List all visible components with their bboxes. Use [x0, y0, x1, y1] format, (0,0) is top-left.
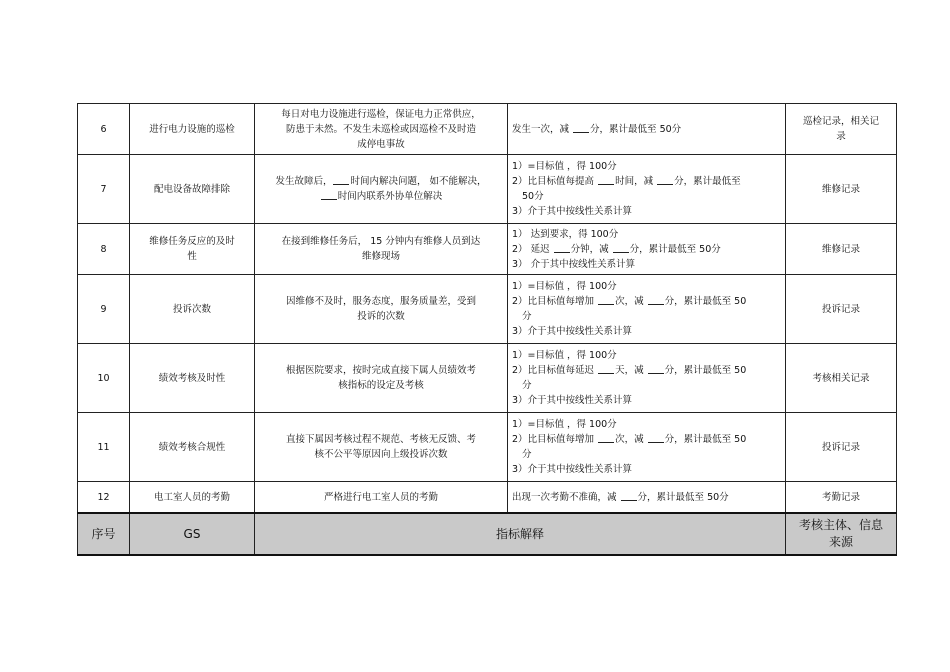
table-row — [78, 104, 897, 155]
header-gs: GS — [130, 513, 255, 555]
blank-field — [648, 294, 664, 305]
table-row — [78, 482, 897, 514]
blank-field — [598, 432, 614, 443]
row-index: 12 — [78, 482, 130, 514]
desc-cell: 每日对电力设施进行巡检，保证电力正常供应， 防患于未然。不发生未巡检或因巡检不及时造 成停电事故 — [255, 104, 508, 155]
gs-cell: 进行电力设施的巡检 — [130, 104, 255, 155]
blank-field — [573, 122, 589, 133]
row-index: 9 — [78, 275, 130, 344]
table-header-row — [78, 513, 897, 555]
table-row — [78, 275, 897, 344]
row-index: 7 — [78, 155, 130, 224]
source-cell: 维修记录 — [786, 224, 897, 275]
header-index: 序号 — [78, 513, 130, 555]
blank-field — [657, 174, 673, 185]
row-index: 10 — [78, 344, 130, 413]
table-row — [78, 413, 897, 482]
blank-field — [333, 174, 349, 185]
blank-field — [598, 174, 614, 185]
blank-field — [598, 363, 614, 374]
blank-field — [613, 242, 629, 253]
gs-cell: 绩效考核合规性 — [130, 413, 255, 482]
source-cell: 巡检记录，相关记 录 — [786, 104, 897, 155]
desc-cell: 严格进行电工室人员的考勤 — [255, 482, 508, 514]
desc-cell: 根据医院要求，按时完成直接下属人员绩效考 核指标的设定及考核 — [255, 344, 508, 413]
kpi-table-page — [77, 103, 896, 556]
blank-field — [621, 490, 637, 501]
desc-cell: 在接到维修任务后， 15 分钟内有维修人员到达 维修现场 — [255, 224, 508, 275]
gs-cell: 绩效考核及时性 — [130, 344, 255, 413]
desc-cell: 发生故障后， 时间内解决问题， 如不能解决， 时间内联系外协单位解决 — [255, 155, 508, 224]
blank-field — [554, 242, 570, 253]
row-index: 6 — [78, 104, 130, 155]
source-cell: 维修记录 — [786, 155, 897, 224]
gs-cell: 电工室人员的考勤 — [130, 482, 255, 514]
header-source: 考核主体、信息 来源 — [786, 513, 897, 555]
blank-field — [321, 189, 337, 200]
criteria-cell: 1）=目标值 ，得 100分 2）比目标值每增加 次，减 分，累计最低至 50 分 3）介于其中按线性关系计算 — [508, 413, 786, 482]
table-row — [78, 344, 897, 413]
criteria-cell: 发生一次，减 分，累计最低至 50分 — [508, 104, 786, 155]
header-desc: 指标解释 — [255, 513, 786, 555]
criteria-cell: 1）=目标值 ，得 100分 2）比目标值每提高 时间，减 分，累计最低至 50分 3）介于其中按线性关系计算 — [508, 155, 786, 224]
row-index: 11 — [78, 413, 130, 482]
table-row — [78, 224, 897, 275]
source-cell: 投诉记录 — [786, 413, 897, 482]
blank-field — [648, 363, 664, 374]
blank-field — [648, 432, 664, 443]
source-cell: 考核相关记录 — [786, 344, 897, 413]
gs-cell: 投诉次数 — [130, 275, 255, 344]
criteria-cell: 1） 达到要求，得 100分 2） 延迟 分钟，减 分，累计最低至 50分 3） 介于其中按线性关系计算 — [508, 224, 786, 275]
kpi-table — [77, 103, 897, 556]
table-row — [78, 155, 897, 224]
row-index: 8 — [78, 224, 130, 275]
gs-cell: 配电设备故障排除 — [130, 155, 255, 224]
source-cell: 考勤记录 — [786, 482, 897, 514]
desc-cell: 直接下属因考核过程不规范、考核无反馈、考 核不公平等原因向上级投诉次数 — [255, 413, 508, 482]
criteria-cell: 出现一次考勤不准确，减 分，累计最低至 50分 — [508, 482, 786, 514]
criteria-cell: 1）=目标值 ，得 100分 2）比目标值每延迟 天，减 分，累计最低至 50 分 3）介于其中按线性关系计算 — [508, 344, 786, 413]
source-cell: 投诉记录 — [786, 275, 897, 344]
desc-cell: 因维修不及时，服务态度，服务质量差，受到 投诉的次数 — [255, 275, 508, 344]
gs-cell: 维修任务反应的及时 性 — [130, 224, 255, 275]
criteria-cell: 1）=目标值 ，得 100分 2）比目标值每增加 次，减 分，累计最低至 50 分 3）介于其中按线性关系计算 — [508, 275, 786, 344]
blank-field — [598, 294, 614, 305]
